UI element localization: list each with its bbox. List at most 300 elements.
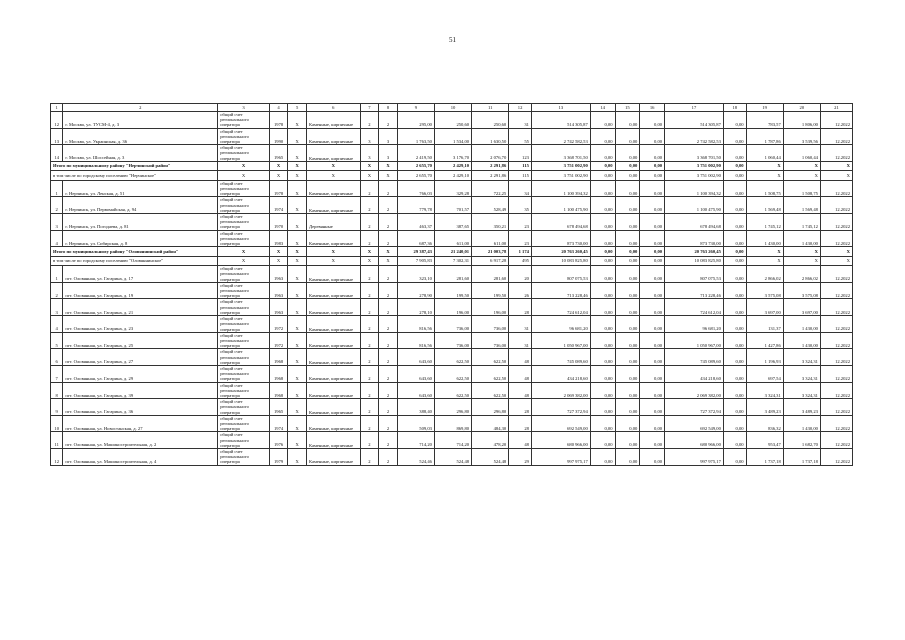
table-cell: общий счет регионального оператора — [218, 266, 270, 283]
table-cell: 28 — [509, 299, 532, 316]
table-cell: 643,60 — [397, 382, 434, 399]
table-cell: пгт. Оловянная, ул. Гагарина, д. 17 — [63, 266, 218, 283]
table-cell: 2 — [360, 432, 379, 449]
table-cell: 2 076,70 — [472, 145, 509, 162]
table-cell: общий счет регионального оператора — [218, 382, 270, 399]
table-cell: 524,46 — [397, 448, 434, 465]
table-cell: 514 305,87 — [665, 112, 724, 129]
table-cell: общий счет регионального оператора — [218, 214, 270, 231]
table-cell: 1972 — [269, 316, 288, 333]
table-cell: 0,00 — [590, 197, 615, 214]
table-cell: 0,00 — [723, 316, 746, 333]
table-cell: Каменные, кирпичные — [306, 230, 360, 247]
table-cell: 12.2022 — [820, 180, 852, 197]
table-cell: 2 866,02 — [746, 266, 783, 283]
column-number: 13 — [531, 104, 590, 112]
table-cell: 0,00 — [723, 214, 746, 231]
table-cell: 524,48 — [472, 448, 509, 465]
table-cell: общий счет регионального оператора — [218, 365, 270, 382]
table-cell: 96 681,20 — [665, 316, 724, 333]
table-cell: 2 — [379, 365, 398, 382]
table-cell: 12.2022 — [820, 415, 852, 432]
table-cell: 0,00 — [615, 332, 640, 349]
table-cell: 1 508,75 — [746, 180, 783, 197]
table-cell: 1 427,86 — [746, 332, 783, 349]
table-cell: Х — [288, 197, 307, 214]
table-cell: 463,37 — [397, 214, 434, 231]
table-cell: пгт. Оловянная, ул. Гагарина, д. 39 — [63, 382, 218, 399]
table-cell: 0,00 — [723, 382, 746, 399]
table-cell: 2 — [379, 282, 398, 299]
table-cell: Х — [746, 171, 783, 181]
table-cell: 2 — [360, 365, 379, 382]
table-cell: 0,00 — [615, 171, 640, 181]
table-cell: Х — [288, 256, 307, 266]
table-cell: общий счет регионального оператора — [218, 432, 270, 449]
table-cell: 3 489,23 — [746, 399, 783, 416]
table-cell: 1974 — [269, 197, 288, 214]
table-cell: 1963 — [269, 282, 288, 299]
table-cell: 643,60 — [397, 365, 434, 382]
table-cell: общий счет регионального оператора — [218, 349, 270, 366]
page-number: 51 — [449, 36, 456, 44]
table-cell: 199,50 — [434, 282, 471, 299]
table-cell: 12.2022 — [820, 145, 852, 162]
table-cell: пгт. Оловянная, ул. Гагарина, д. 29 — [63, 365, 218, 382]
table-cell: 0,00 — [723, 247, 746, 257]
table-cell: 115 — [509, 171, 532, 181]
table-cell: 736,00 — [472, 332, 509, 349]
table-cell: 0,00 — [615, 316, 640, 333]
table-cell: 3 751 002,90 — [665, 161, 724, 171]
column-number: 7 — [360, 104, 379, 112]
table-cell: 31 — [509, 332, 532, 349]
table-cell: 3 489,23 — [783, 399, 820, 416]
table-cell: 0,00 — [590, 128, 615, 145]
table-cell: 3 751 002,90 — [531, 161, 590, 171]
table-cell: Х — [218, 171, 270, 181]
table-cell: 1968 — [269, 365, 288, 382]
table-cell: 2 069 382,00 — [665, 382, 724, 399]
table-cell: 0,00 — [615, 256, 640, 266]
table-cell: 1968 — [269, 349, 288, 366]
table-cell: 1 — [51, 266, 63, 283]
table-cell: 1990 — [269, 128, 288, 145]
column-number: 11 — [472, 104, 509, 112]
table-cell: 2 069 382,00 — [531, 382, 590, 399]
table-cell: 0,00 — [640, 332, 665, 349]
table-cell: 0,00 — [723, 180, 746, 197]
table-cell: 1 050 967,00 — [665, 332, 724, 349]
table-cell: 12 — [51, 448, 63, 465]
table-cell: 2 — [360, 415, 379, 432]
table-cell: 724 612,04 — [665, 299, 724, 316]
table-cell: 736,00 — [434, 316, 471, 333]
table-cell: 1 787,86 — [746, 128, 783, 145]
table-cell: 0,00 — [640, 161, 665, 171]
table-cell: 2 — [360, 349, 379, 366]
table-cell: Деревянные — [306, 214, 360, 231]
table-cell: Каменные, кирпичные — [306, 197, 360, 214]
table-cell: 0,00 — [590, 299, 615, 316]
table-cell: Х — [288, 171, 307, 181]
table-cell: 7 — [51, 365, 63, 382]
table-cell: 1978 — [269, 112, 288, 129]
table-cell: 1 737,18 — [783, 448, 820, 465]
table-cell: 678 494,68 — [531, 214, 590, 231]
table-cell: 3 — [51, 214, 63, 231]
table-cell: Х — [379, 247, 398, 257]
table-cell: 0,00 — [640, 316, 665, 333]
column-number: 9 — [397, 104, 434, 112]
table-cell: 1 508,75 — [783, 180, 820, 197]
table-cell: 10 — [51, 415, 63, 432]
table-cell: 779,78 — [397, 197, 434, 214]
table-cell: Каменные, кирпичные — [306, 145, 360, 162]
table-cell: 281,60 — [472, 266, 509, 283]
table-cell: 2 — [379, 332, 398, 349]
table-cell: 622,50 — [434, 365, 471, 382]
column-number: 18 — [723, 104, 746, 112]
table-cell: 0,00 — [590, 214, 615, 231]
table-cell: 1 100 394,32 — [665, 180, 724, 197]
table-cell: 0,00 — [590, 171, 615, 181]
table-cell: 1 430,00 — [783, 230, 820, 247]
subtotal-row — [51, 256, 853, 266]
table-cell: г. Москва, ул. Шоссейная, д. 3 — [63, 145, 218, 162]
table-cell: 0,00 — [640, 399, 665, 416]
row-label: Итого по муниципальному району "Нерчинский район" — [51, 161, 218, 171]
table-cell: Каменные, кирпичные — [306, 415, 360, 432]
table-cell: 0,00 — [615, 180, 640, 197]
table-cell: Х — [288, 349, 307, 366]
table-cell: 2 — [51, 197, 63, 214]
table-cell: Х — [269, 247, 288, 257]
column-number: 17 — [665, 104, 724, 112]
table-cell: 816,56 — [397, 316, 434, 333]
table-cell: Каменные, кирпичные — [306, 266, 360, 283]
table-row — [51, 112, 853, 129]
table-cell: 622,50 — [434, 349, 471, 366]
table-cell: 1 630,50 — [472, 128, 509, 145]
table-cell: 1968 — [269, 382, 288, 399]
table-cell: г. Нерчинск, ул. Ленская, д. 51 — [63, 180, 218, 197]
table-cell: 1 060,44 — [783, 145, 820, 162]
table-cell: 2 429,10 — [434, 171, 471, 181]
table-cell: Каменные, кирпичные — [306, 282, 360, 299]
table-cell: Х — [288, 266, 307, 283]
table-cell: 0,00 — [615, 282, 640, 299]
table-cell: 2 — [360, 399, 379, 416]
table-cell: 2 — [379, 180, 398, 197]
table-cell: 0,00 — [640, 171, 665, 181]
table-cell: общий счет регионального оператора — [218, 316, 270, 333]
column-number: 14 — [590, 104, 615, 112]
table-cell: общий счет регионального оператора — [218, 282, 270, 299]
table-cell: пгт. Оловянная, ул. Гагарина, д. 19 — [63, 282, 218, 299]
table-cell: Х — [218, 256, 270, 266]
table-cell: 11 — [51, 432, 63, 449]
table-cell: 28 — [509, 399, 532, 416]
table-cell: 692 549,00 — [531, 415, 590, 432]
column-number: 19 — [746, 104, 783, 112]
table-cell: 21 240,01 — [434, 247, 471, 257]
table-cell: Х — [269, 161, 288, 171]
table-cell: 6 — [51, 349, 63, 366]
table-cell: 0,00 — [640, 299, 665, 316]
table-cell: 0,00 — [590, 349, 615, 366]
table-cell: 21 003,78 — [472, 247, 509, 257]
table-cell: 2 — [379, 432, 398, 449]
table-cell: 12 — [51, 112, 63, 129]
table-cell: 9 — [51, 399, 63, 416]
table-cell: 2 — [379, 299, 398, 316]
table-cell: 611,00 — [434, 230, 471, 247]
table-cell: пгт. Оловянная, ул. Гагарина, д. 25 — [63, 332, 218, 349]
table-cell: 0,00 — [723, 399, 746, 416]
table-cell: 0,00 — [590, 415, 615, 432]
table-cell: 1 — [51, 180, 63, 197]
table-cell: Х — [360, 256, 379, 266]
table-cell: общий счет регионального оператора — [218, 399, 270, 416]
table-cell: 816,56 — [397, 332, 434, 349]
table-cell: 873 730,00 — [665, 230, 724, 247]
table-cell: Х — [379, 161, 398, 171]
table-cell: Х — [288, 448, 307, 465]
table-cell: 687,36 — [397, 230, 434, 247]
table-cell: 4 — [51, 230, 63, 247]
table-cell: 869,80 — [434, 415, 471, 432]
table-cell: общий счет регионального оператора — [218, 128, 270, 145]
table-cell: Х — [269, 171, 288, 181]
table-cell: 12.2022 — [820, 448, 852, 465]
table-row — [51, 214, 853, 231]
table-cell: Х — [288, 415, 307, 432]
table-row — [51, 332, 853, 349]
table-row — [51, 282, 853, 299]
table-cell: 0,00 — [640, 145, 665, 162]
column-number: 20 — [783, 104, 820, 112]
table-cell: общий счет регионального оператора — [218, 145, 270, 162]
table-cell: 2 — [360, 448, 379, 465]
table-cell: 745 089,60 — [665, 349, 724, 366]
row-label: в том числе по городскому поселению "Нерчинское" — [51, 171, 218, 181]
table-cell: 713 228,46 — [531, 282, 590, 299]
table-cell: 2 — [360, 230, 379, 247]
table-cell: 2 — [360, 214, 379, 231]
table-cell: пгт. Оловянная, ул. Гагарина, д. 21 — [63, 299, 218, 316]
table-cell: 0,00 — [723, 230, 746, 247]
table-cell: г. Нерчинск, ул. Первомайская, д. 94 — [63, 197, 218, 214]
table-cell: 296,80 — [472, 399, 509, 416]
table-cell: 2 866,02 — [783, 266, 820, 283]
table-cell: 0,00 — [640, 180, 665, 197]
table-cell: 0,00 — [723, 256, 746, 266]
table-cell: Каменные, кирпичные — [306, 399, 360, 416]
table-cell: 997 975,17 — [531, 448, 590, 465]
table-cell: 873 730,00 — [531, 230, 590, 247]
table-cell: 1 737,18 — [746, 448, 783, 465]
table-cell: Х — [820, 171, 852, 181]
table-cell: 3 — [379, 128, 398, 145]
table-cell: 35 — [509, 197, 532, 214]
table-cell: 3 697,00 — [746, 299, 783, 316]
table-cell: 3 368 701,50 — [665, 145, 724, 162]
table-cell: 0,00 — [640, 349, 665, 366]
table-cell: 2 — [379, 448, 398, 465]
table-cell: 0,00 — [640, 230, 665, 247]
table-cell: Х — [783, 161, 820, 171]
table-cell: 0,00 — [640, 365, 665, 382]
table-cell: 0,00 — [590, 316, 615, 333]
table-cell: 3 324,31 — [783, 365, 820, 382]
table-cell: 2 — [360, 299, 379, 316]
table-row — [51, 316, 853, 333]
table-cell: 622,50 — [472, 365, 509, 382]
table-cell: 2 — [379, 230, 398, 247]
table-cell: 0,00 — [615, 266, 640, 283]
table-cell: 611,00 — [472, 230, 509, 247]
table-cell: Каменные, кирпичные — [306, 299, 360, 316]
table-cell: 250,60 — [472, 112, 509, 129]
table-cell: 0,00 — [615, 145, 640, 162]
table-cell: 2 — [379, 316, 398, 333]
table-cell: Каменные, кирпичные — [306, 365, 360, 382]
table-cell: 727 372,94 — [665, 399, 724, 416]
table-cell: Х — [218, 161, 270, 171]
table-cell: Х — [288, 161, 307, 171]
table-cell: Х — [379, 171, 398, 181]
table-cell: 31 — [509, 316, 532, 333]
table-cell: 1 050 967,00 — [531, 332, 590, 349]
table-cell: 2 — [360, 316, 379, 333]
table-cell: 1978 — [269, 180, 288, 197]
table-cell: 1 430,00 — [783, 415, 820, 432]
table-cell: 2 — [379, 399, 398, 416]
table-cell: 0,00 — [590, 161, 615, 171]
table-cell: 12.2022 — [820, 365, 852, 382]
table-cell: 0,00 — [723, 282, 746, 299]
table-cell: 12.2022 — [820, 299, 852, 316]
table-cell: 12.2022 — [820, 197, 852, 214]
table-cell: 1 430,00 — [783, 332, 820, 349]
table-cell: 0,00 — [723, 171, 746, 181]
table-cell: Каменные, кирпичные — [306, 382, 360, 399]
column-number: 2 — [63, 104, 218, 112]
table-cell: 997 975,17 — [665, 448, 724, 465]
table-cell: 4 — [51, 316, 63, 333]
table-cell: 495 — [509, 256, 532, 266]
table-cell: 115 — [509, 161, 532, 171]
column-number: 8 — [379, 104, 398, 112]
table-cell: 0,00 — [615, 448, 640, 465]
table-cell: Каменные, кирпичные — [306, 180, 360, 197]
table-cell: 0,00 — [723, 349, 746, 366]
table-cell: 1 745,12 — [783, 214, 820, 231]
table-cell: Х — [288, 299, 307, 316]
table-cell: 196,00 — [472, 299, 509, 316]
table-cell: Каменные, кирпичные — [306, 316, 360, 333]
table-cell: 250,60 — [434, 112, 471, 129]
table-cell: 3 751 002,90 — [665, 171, 724, 181]
table-cell: 0,00 — [640, 448, 665, 465]
table-cell: 0,00 — [640, 247, 665, 257]
table-cell: 23 — [509, 230, 532, 247]
table-cell: 12.2022 — [820, 432, 852, 449]
table-cell: Х — [288, 332, 307, 349]
table-cell: 48 — [509, 365, 532, 382]
column-number: 3 — [218, 104, 270, 112]
table-cell: 2 655,70 — [397, 161, 434, 171]
table-cell: 12.2022 — [820, 230, 852, 247]
table-cell: 0,00 — [640, 128, 665, 145]
table-cell: 296,80 — [434, 399, 471, 416]
table-cell: 0,00 — [640, 415, 665, 432]
table-cell: 0,00 — [723, 448, 746, 465]
table-cell: 0,00 — [723, 161, 746, 171]
table-cell: 697,54 — [746, 365, 783, 382]
table-cell: 1974 — [269, 415, 288, 432]
table-cell: Х — [360, 161, 379, 171]
table-cell: Х — [360, 247, 379, 257]
column-number: 4 — [269, 104, 288, 112]
table-cell: 48 — [509, 432, 532, 449]
table-cell: 34 — [509, 180, 532, 197]
column-number: 5 — [288, 104, 307, 112]
table-cell: 0,00 — [590, 112, 615, 129]
table-cell: г. Москва, ул. ТУСМ-4, д. 3 — [63, 112, 218, 129]
table-cell: Х — [288, 365, 307, 382]
table-cell: общий счет регионального оператора — [218, 230, 270, 247]
table-cell: 29 387,43 — [397, 247, 434, 257]
table-cell: Х — [783, 256, 820, 266]
table-cell: 1 569,48 — [783, 197, 820, 214]
table-cell: 1 100 475,90 — [665, 197, 724, 214]
table-cell: 3 324,31 — [783, 349, 820, 366]
table-cell: Х — [360, 171, 379, 181]
table-cell: 28 — [509, 415, 532, 432]
table-cell: 0,00 — [590, 382, 615, 399]
table-cell: Каменные, кирпичные — [306, 128, 360, 145]
table-cell: общий счет регионального оператора — [218, 448, 270, 465]
table-cell: 680 966,00 — [665, 432, 724, 449]
column-number: 10 — [434, 104, 471, 112]
table-cell: 2 — [360, 382, 379, 399]
table-cell: 13 — [51, 128, 63, 145]
column-number: 21 — [820, 104, 852, 112]
table-cell: 0,00 — [590, 230, 615, 247]
table-cell: 1979 — [269, 448, 288, 465]
table-cell: общий счет регионального оператора — [218, 112, 270, 129]
table-cell: 1972 — [269, 332, 288, 349]
table-cell: 278,90 — [397, 282, 434, 299]
table-cell: 0,00 — [723, 332, 746, 349]
table-cell: Х — [820, 247, 852, 257]
table-cell: 2 291,86 — [472, 161, 509, 171]
table-cell: 0,00 — [615, 230, 640, 247]
table-cell: 0,00 — [723, 299, 746, 316]
table-cell: 0,00 — [615, 349, 640, 366]
table-cell: 12.2022 — [820, 266, 852, 283]
table-cell: 2 — [379, 214, 398, 231]
table-cell: 2 — [360, 332, 379, 349]
table-cell: Х — [306, 171, 360, 181]
table-cell: 0,00 — [615, 382, 640, 399]
table-cell: 0,00 — [590, 365, 615, 382]
table-cell: 0,00 — [723, 266, 746, 283]
table-row — [51, 145, 853, 162]
table-cell: Х — [306, 247, 360, 257]
